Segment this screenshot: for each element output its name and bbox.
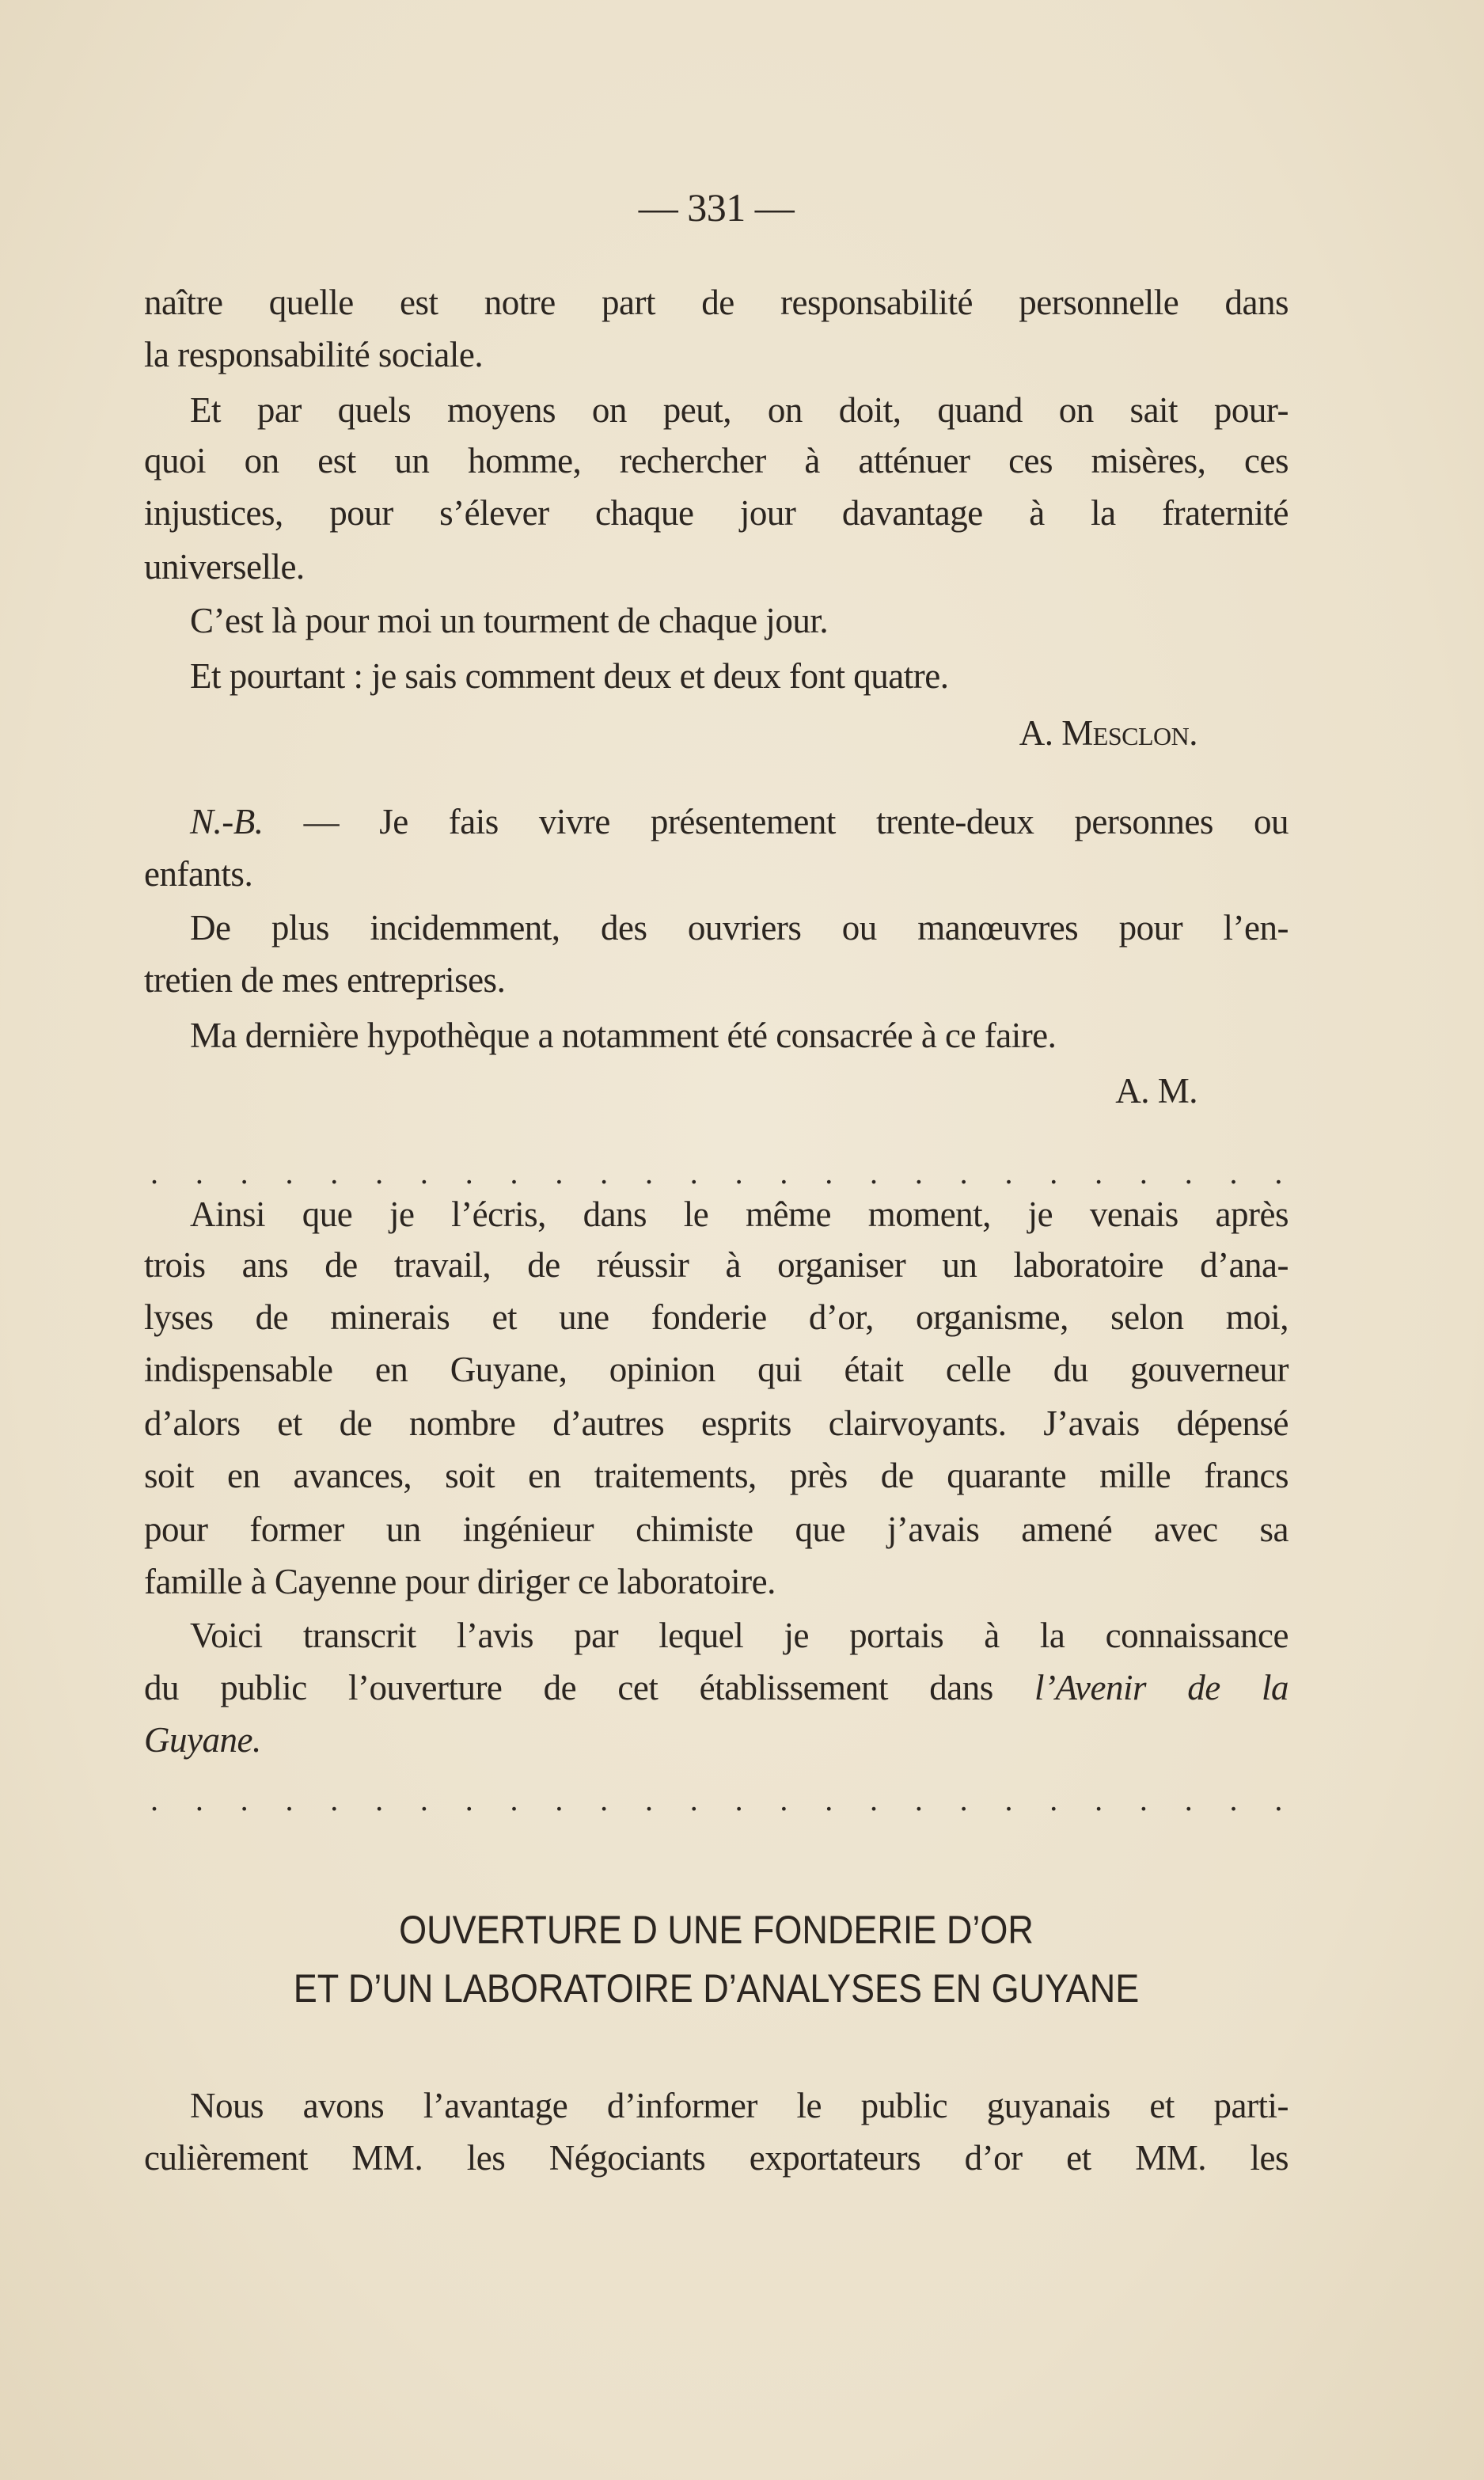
separator-dot: . [375,1782,383,1817]
text-line [144,489,1289,537]
text-line [144,1664,1289,1711]
separator-dot: . [914,1155,923,1191]
separator-dot: . [510,1782,518,1817]
text-line [144,1241,1289,1289]
separator-dot: . [644,1155,653,1191]
text-line [144,543,1289,591]
separator-dot: . [330,1782,338,1817]
text-line [144,2082,1289,2129]
italic-text: N.-B. [190,802,264,841]
section-heading-line [201,1906,1231,1954]
text-span: indispensable en Guyane, opinion qui était celle du gouverneur [144,1350,1289,1389]
separator-dot: . [1274,1782,1282,1817]
separator-dot: . [285,1782,293,1817]
text-span: Nous avons l’avantage d’informer le public guyanais et parti- [190,2086,1289,2125]
text-span: pour former un ingénieur chimiste que j’avais amené avec sa [144,1510,1289,1549]
text-span: quoi on est un homme, rechercher à atténuer ces misères, ces [144,441,1289,480]
text-line [144,1612,1289,1659]
text-span: du public l’ouverture de cet établissement dans [144,1668,1035,1707]
text-span: Ma dernière hypothèque a notamment été consacrée à ce faire. [190,1016,1057,1055]
separator-dot: . [285,1155,293,1191]
text-span: naître quelle est notre part de responsabilité personnelle dans [144,283,1289,322]
separator-dot: . [465,1155,473,1191]
separator-dot: . [330,1155,338,1191]
separator-dot: . [780,1782,788,1817]
separator-dot: . [600,1782,608,1817]
separator-dot: . [150,1782,158,1817]
text-span: famille à Cayenne pour diriger ce laboratoire. [144,1562,776,1601]
dotted-separator [144,1149,1289,1197]
text-line [144,1293,1289,1341]
text-span: C’est là pour moi un tourment de chaque jour. [190,601,829,640]
text-line [144,1191,1289,1238]
text-span: Et par quels moyens on peut, on doit, quand on sait pour- [190,390,1289,430]
text-line [144,2134,1289,2182]
text-span: OUVERTURE D UNE FONDERIE D’OR [399,1908,1034,1952]
text-span: Voici transcrit l’avis par lequel je portais à la connaissance [190,1616,1289,1655]
text-line [144,279,1289,326]
separator-dot: . [1139,1155,1148,1191]
text-line [144,331,1289,378]
separator-dot: . [959,1155,968,1191]
text-line [144,1506,1289,1553]
separator-dot: . [240,1782,249,1817]
separator-dot: . [689,1782,698,1817]
separator-dot: . [555,1155,563,1191]
section-heading-line [201,1965,1231,2012]
separator-dot: . [689,1155,698,1191]
text-span: trois ans de travail, de réussir à organiser un laboratoire d’ana- [144,1245,1289,1285]
separator-dot: . [825,1155,833,1191]
separator-dot: . [419,1782,428,1817]
text-line [144,437,1289,484]
separator-dot: . [375,1155,383,1191]
text-span: soit en avances, soit en traitements, près de quarante mille francs [144,1456,1289,1495]
italic-text: l’Avenir de la [1034,1668,1289,1707]
text-line [144,652,1289,700]
text-span: De plus incidemment, des ouvriers ou manœuvres pour l’en- [190,908,1289,948]
text-span: d’alors et de nombre d’autres esprits clairvoyants. J’avais dépensé [144,1403,1289,1443]
text-span: injustices, pour s’élever chaque jour davantage à la fraternité [144,493,1289,533]
separator-dot: . [959,1782,968,1817]
separator-dot: . [1184,1155,1193,1191]
separator-dot: . [734,1782,743,1817]
separator-dot: . [644,1782,653,1817]
text-span: Ainsi que je l’écris, dans le même moment, je venais après [190,1194,1289,1234]
text-line [144,1012,1289,1059]
separator-dot: . [150,1155,158,1191]
separator-dot: . [419,1155,428,1191]
text-line [144,386,1289,434]
separator-dot: . [1229,1155,1237,1191]
separator-dot: . [1095,1155,1103,1191]
text-span: lyses de minerais et une fonderie d’or, organisme, selon moi, [144,1297,1289,1337]
text-span: universelle. [144,547,305,587]
text-line [144,1452,1289,1499]
text-span: Et pourtant : je sais comment deux et deux font quatre. [190,656,949,696]
separator-dot: . [914,1782,923,1817]
separator-dot: . [1229,1782,1237,1817]
separator-dot: . [195,1782,203,1817]
separator-dot: . [195,1155,203,1191]
text-line [144,1400,1289,1447]
text-span: A. Mesclon. [1019,713,1197,753]
text-line [144,597,1289,644]
text-span: la responsabilité sociale. [144,335,484,374]
text-span: ET D’UN LABORATOIRE D’ANALYSES EN GUYANE [293,1966,1140,2011]
separator-dot: . [1049,1782,1057,1817]
text-span: — Je fais vivre présentement trente-deux personnes ou [263,802,1289,841]
separator-dot: . [1184,1782,1193,1817]
text-span: tretien de mes entreprises. [144,960,506,1000]
text-span: culièrement MM. les Négociants exportateurs d’or et MM. les [144,2138,1289,2178]
separator-dot: . [1274,1155,1282,1191]
separator-dot: . [1139,1782,1148,1817]
text-line [144,1558,1289,1605]
separator-dot: . [600,1155,608,1191]
text-line [144,1346,1289,1393]
text-line [144,850,1289,898]
italic-text: Guyane. [144,1720,261,1760]
text-line [144,904,1289,951]
separator-dot: . [734,1155,743,1191]
text-span: A. M. [1115,1071,1197,1111]
separator-dot: . [1004,1782,1012,1817]
separator-dot: . [555,1782,563,1817]
signature-line [144,1067,1289,1115]
signature-line [144,709,1289,757]
separator-dot: . [825,1782,833,1817]
separator-dot: . [510,1155,518,1191]
text-line [144,1716,1289,1764]
dotted-separator [144,1776,1289,1824]
text-line [144,798,1289,845]
page-number: — 331 — [638,185,795,230]
separator-dot: . [780,1155,788,1191]
text-span: enfants. [144,854,253,894]
separator-dot: . [240,1155,249,1191]
separator-dot: . [1004,1155,1012,1191]
separator-dot: . [1049,1155,1057,1191]
separator-dot: . [465,1782,473,1817]
text-line [144,956,1289,1004]
separator-dot: . [870,1155,878,1191]
separator-dot: . [870,1782,878,1817]
separator-dot: . [1095,1782,1103,1817]
